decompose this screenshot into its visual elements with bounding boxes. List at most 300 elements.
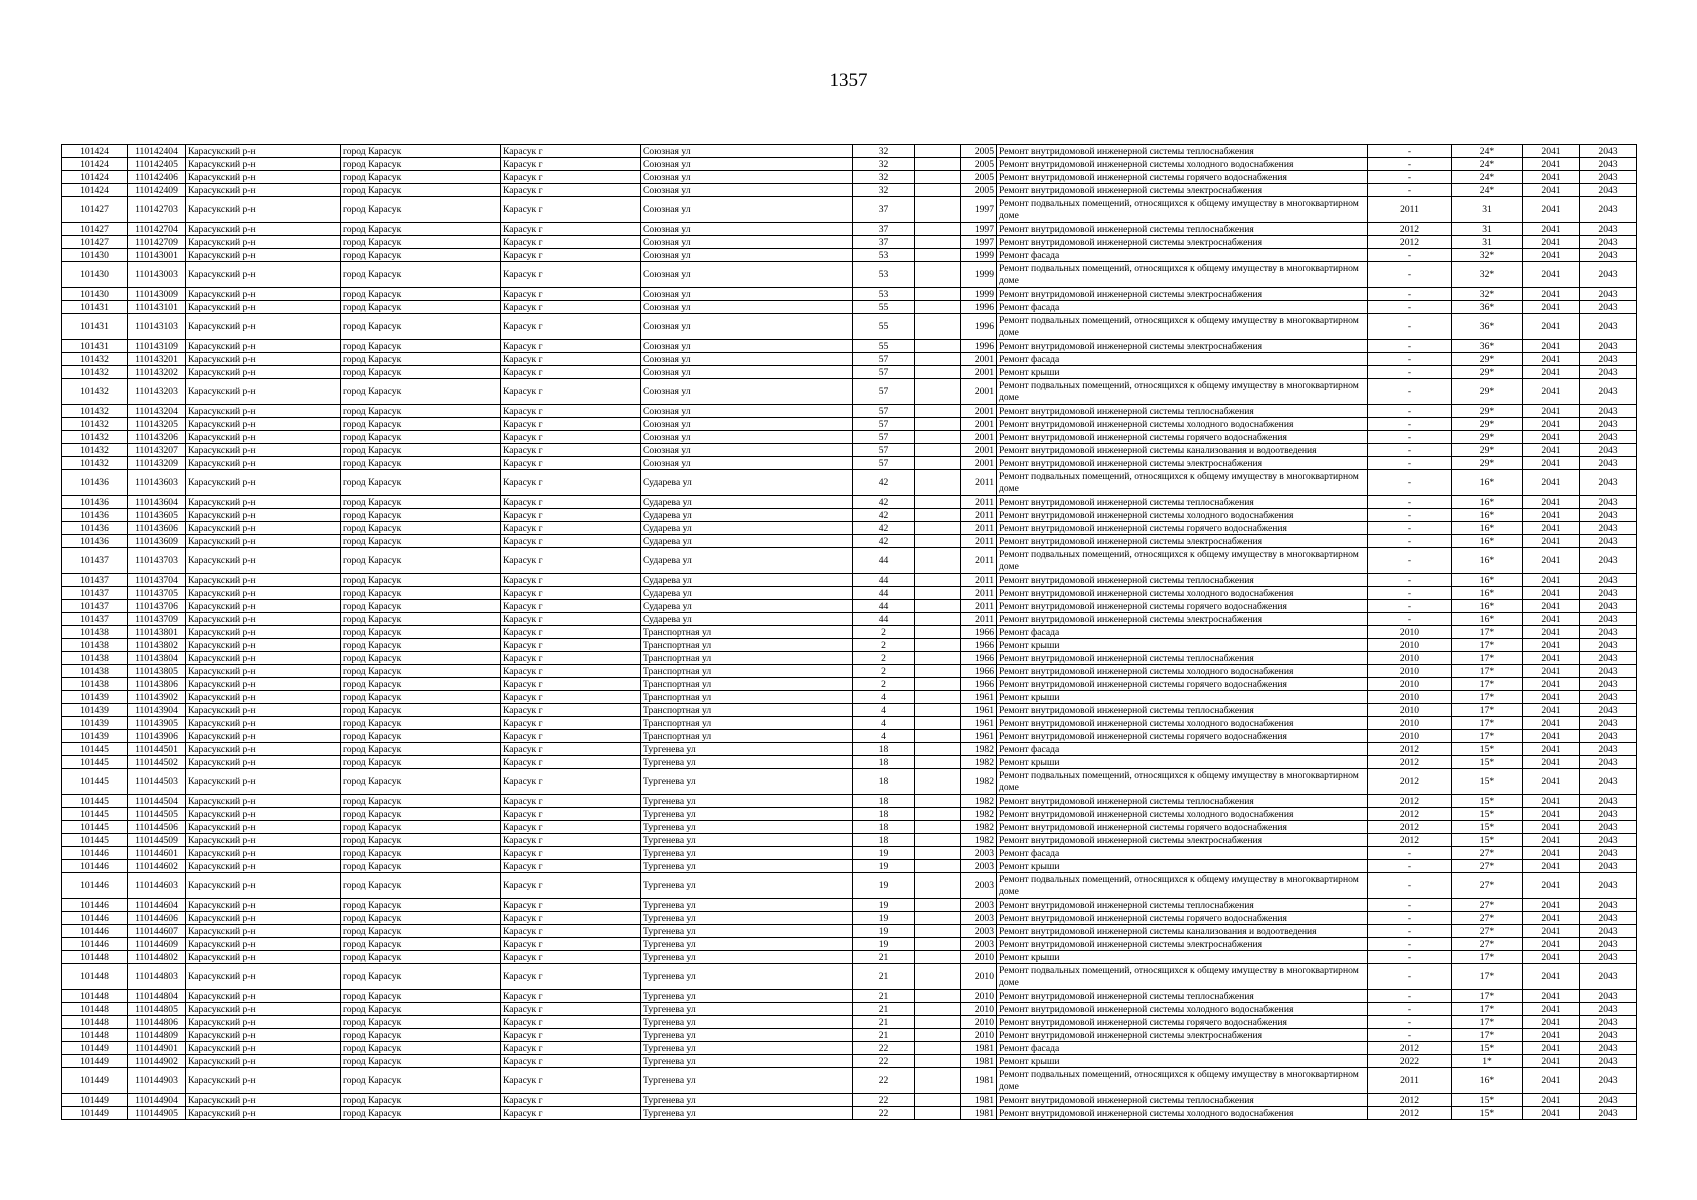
plan-start-cell: 2041 <box>1523 1003 1580 1016</box>
municipality-cell: город Карасук <box>341 1016 501 1029</box>
house-number-cell: 32 <box>853 184 915 197</box>
plan-end-cell: 2043 <box>1580 1042 1637 1055</box>
work-type-cell: Ремонт внутридомовой инженерной системы теплоснабжения <box>997 652 1368 665</box>
municipality-cell: город Карасук <box>341 431 501 444</box>
house-number-cell: 21 <box>853 1016 915 1029</box>
house-id-cell: 101436 <box>62 470 128 496</box>
wear-cell: 17* <box>1452 665 1523 678</box>
house-id-cell: 101448 <box>62 1016 128 1029</box>
building-cell <box>915 171 961 184</box>
table-row <box>62 418 1637 431</box>
table-row <box>62 145 1637 158</box>
house-number-cell: 44 <box>853 600 915 613</box>
plan-start-cell: 2041 <box>1523 301 1580 314</box>
build-year-cell: 2011 <box>961 522 997 535</box>
wear-cell: 17* <box>1452 652 1523 665</box>
last-repair-year-cell: - <box>1368 288 1452 301</box>
municipality-cell: город Карасук <box>341 756 501 769</box>
municipality-cell: город Карасук <box>341 717 501 730</box>
work-type-cell: Ремонт внутридомовой инженерной системы горячего водоснабжения <box>997 678 1368 691</box>
house-id-cell: 101446 <box>62 860 128 873</box>
build-year-cell: 2010 <box>961 964 997 990</box>
district-cell: Карасукский р-н <box>186 197 341 223</box>
house-number-cell: 18 <box>853 769 915 795</box>
building-cell <box>915 197 961 223</box>
building-cell <box>915 873 961 899</box>
table-row <box>62 262 1637 288</box>
work-type-cell: Ремонт внутридомовой инженерной системы холодного водоснабжения <box>997 665 1368 678</box>
locality-cell: Карасук г <box>501 1068 641 1094</box>
locality-cell: Карасук г <box>501 457 641 470</box>
last-repair-year-cell: - <box>1368 1003 1452 1016</box>
build-year-cell: 2010 <box>961 1003 997 1016</box>
plan-start-cell: 2041 <box>1523 600 1580 613</box>
plan-end-cell: 2043 <box>1580 496 1637 509</box>
last-repair-year-cell: - <box>1368 249 1452 262</box>
municipality-cell: город Карасук <box>341 1055 501 1068</box>
locality-cell: Карасук г <box>501 509 641 522</box>
house-id-cell: 101436 <box>62 509 128 522</box>
building-cell <box>915 678 961 691</box>
municipality-cell: город Карасук <box>341 1029 501 1042</box>
locality-cell: Карасук г <box>501 652 641 665</box>
plan-end-cell: 2043 <box>1580 444 1637 457</box>
element-code-cell: 110143603 <box>128 470 186 496</box>
municipality-cell: город Карасук <box>341 470 501 496</box>
plan-start-cell: 2041 <box>1523 665 1580 678</box>
plan-start-cell: 2041 <box>1523 470 1580 496</box>
building-cell <box>915 652 961 665</box>
wear-cell: 15* <box>1452 1107 1523 1120</box>
locality-cell: Карасук г <box>501 262 641 288</box>
house-number-cell: 2 <box>853 639 915 652</box>
street-cell: Тургенева ул <box>641 1055 853 1068</box>
house-id-cell: 101446 <box>62 847 128 860</box>
locality-cell: Карасук г <box>501 548 641 574</box>
table-row <box>62 184 1637 197</box>
wear-cell: 15* <box>1452 756 1523 769</box>
element-code-cell: 110143109 <box>128 340 186 353</box>
locality-cell: Карасук г <box>501 418 641 431</box>
work-type-cell: Ремонт внутридомовой инженерной системы электроснабжения <box>997 457 1368 470</box>
element-code-cell: 110142409 <box>128 184 186 197</box>
wear-cell: 16* <box>1452 535 1523 548</box>
element-code-cell: 110142704 <box>128 223 186 236</box>
locality-cell: Карасук г <box>501 158 641 171</box>
district-cell: Карасукский р-н <box>186 964 341 990</box>
plan-end-cell: 2043 <box>1580 704 1637 717</box>
element-code-cell: 110142406 <box>128 171 186 184</box>
street-cell: Союзная ул <box>641 236 853 249</box>
house-id-cell: 101445 <box>62 821 128 834</box>
locality-cell: Карасук г <box>501 678 641 691</box>
element-code-cell: 110143801 <box>128 626 186 639</box>
table-row <box>62 340 1637 353</box>
last-repair-year-cell: 2010 <box>1368 730 1452 743</box>
wear-cell: 27* <box>1452 899 1523 912</box>
wear-cell: 29* <box>1452 405 1523 418</box>
plan-end-cell: 2043 <box>1580 1094 1637 1107</box>
last-repair-year-cell: - <box>1368 379 1452 405</box>
building-cell <box>915 535 961 548</box>
building-cell <box>915 587 961 600</box>
locality-cell: Карасук г <box>501 535 641 548</box>
plan-end-cell: 2043 <box>1580 366 1637 379</box>
district-cell: Карасукский р-н <box>186 600 341 613</box>
municipality-cell: город Карасук <box>341 340 501 353</box>
plan-end-cell: 2043 <box>1580 808 1637 821</box>
street-cell: Тургенева ул <box>641 964 853 990</box>
house-number-cell: 22 <box>853 1055 915 1068</box>
plan-start-cell: 2041 <box>1523 496 1580 509</box>
house-number-cell: 2 <box>853 665 915 678</box>
house-number-cell: 19 <box>853 873 915 899</box>
district-cell: Карасукский р-н <box>186 587 341 600</box>
table-row <box>62 223 1637 236</box>
work-type-cell: Ремонт внутридомовой инженерной системы холодного водоснабжения <box>997 587 1368 600</box>
build-year-cell: 1996 <box>961 314 997 340</box>
building-cell <box>915 847 961 860</box>
house-id-cell: 101430 <box>62 262 128 288</box>
work-type-cell: Ремонт крыши <box>997 639 1368 652</box>
municipality-cell: город Карасук <box>341 834 501 847</box>
build-year-cell: 2003 <box>961 899 997 912</box>
street-cell: Транспортная ул <box>641 704 853 717</box>
element-code-cell: 110144905 <box>128 1107 186 1120</box>
wear-cell: 24* <box>1452 145 1523 158</box>
building-cell <box>915 769 961 795</box>
plan-start-cell: 2041 <box>1523 288 1580 301</box>
municipality-cell: город Карасук <box>341 730 501 743</box>
build-year-cell: 2001 <box>961 431 997 444</box>
build-year-cell: 1999 <box>961 249 997 262</box>
street-cell: Сударева ул <box>641 509 853 522</box>
wear-cell: 17* <box>1452 1016 1523 1029</box>
plan-start-cell: 2041 <box>1523 379 1580 405</box>
element-code-cell: 110143206 <box>128 431 186 444</box>
last-repair-year-cell: - <box>1368 145 1452 158</box>
plan-start-cell: 2041 <box>1523 535 1580 548</box>
street-cell: Тургенева ул <box>641 860 853 873</box>
last-repair-year-cell: - <box>1368 405 1452 418</box>
street-cell: Тургенева ул <box>641 925 853 938</box>
municipality-cell: город Карасук <box>341 1094 501 1107</box>
house-id-cell: 101438 <box>62 665 128 678</box>
plan-start-cell: 2041 <box>1523 704 1580 717</box>
plan-start-cell: 2041 <box>1523 795 1580 808</box>
wear-cell: 27* <box>1452 860 1523 873</box>
house-number-cell: 55 <box>853 340 915 353</box>
wear-cell: 29* <box>1452 379 1523 405</box>
element-code-cell: 110144501 <box>128 743 186 756</box>
build-year-cell: 1961 <box>961 704 997 717</box>
district-cell: Карасукский р-н <box>186 1016 341 1029</box>
house-number-cell: 22 <box>853 1042 915 1055</box>
building-cell <box>915 691 961 704</box>
street-cell: Тургенева ул <box>641 938 853 951</box>
element-code-cell: 110144902 <box>128 1055 186 1068</box>
house-id-cell: 101424 <box>62 158 128 171</box>
element-code-cell: 110143805 <box>128 665 186 678</box>
locality-cell: Карасук г <box>501 730 641 743</box>
wear-cell: 15* <box>1452 769 1523 795</box>
plan-start-cell: 2041 <box>1523 457 1580 470</box>
house-id-cell: 101438 <box>62 639 128 652</box>
building-cell <box>915 717 961 730</box>
district-cell: Карасукский р-н <box>186 236 341 249</box>
element-code-cell: 110143709 <box>128 613 186 626</box>
municipality-cell: город Карасук <box>341 990 501 1003</box>
plan-start-cell: 2041 <box>1523 587 1580 600</box>
table-row <box>62 171 1637 184</box>
element-code-cell: 110143804 <box>128 652 186 665</box>
street-cell: Союзная ул <box>641 249 853 262</box>
build-year-cell: 1996 <box>961 340 997 353</box>
last-repair-year-cell: - <box>1368 301 1452 314</box>
wear-cell: 16* <box>1452 522 1523 535</box>
table-row <box>62 431 1637 444</box>
plan-start-cell: 2041 <box>1523 626 1580 639</box>
last-repair-year-cell: - <box>1368 613 1452 626</box>
street-cell: Тургенева ул <box>641 873 853 899</box>
plan-end-cell: 2043 <box>1580 743 1637 756</box>
element-code-cell: 110143009 <box>128 288 186 301</box>
street-cell: Тургенева ул <box>641 899 853 912</box>
table-row <box>62 808 1637 821</box>
plan-end-cell: 2043 <box>1580 340 1637 353</box>
street-cell: Союзная ул <box>641 340 853 353</box>
building-cell <box>915 938 961 951</box>
plan-end-cell: 2043 <box>1580 145 1637 158</box>
build-year-cell: 1966 <box>961 652 997 665</box>
plan-end-cell: 2043 <box>1580 509 1637 522</box>
element-code-cell: 110143605 <box>128 509 186 522</box>
wear-cell: 16* <box>1452 496 1523 509</box>
wear-cell: 29* <box>1452 418 1523 431</box>
municipality-cell: город Карасук <box>341 444 501 457</box>
house-id-cell: 101432 <box>62 457 128 470</box>
house-id-cell: 101424 <box>62 171 128 184</box>
work-type-cell: Ремонт крыши <box>997 860 1368 873</box>
locality-cell: Карасук г <box>501 639 641 652</box>
last-repair-year-cell: - <box>1368 340 1452 353</box>
municipality-cell: город Карасук <box>341 587 501 600</box>
last-repair-year-cell: - <box>1368 171 1452 184</box>
build-year-cell: 1997 <box>961 197 997 223</box>
district-cell: Карасукский р-н <box>186 613 341 626</box>
plan-end-cell: 2043 <box>1580 314 1637 340</box>
work-type-cell: Ремонт внутридомовой инженерной системы теплоснабжения <box>997 574 1368 587</box>
table-row <box>62 652 1637 665</box>
work-type-cell: Ремонт внутридомовой инженерной системы электроснабжения <box>997 613 1368 626</box>
street-cell: Союзная ул <box>641 314 853 340</box>
municipality-cell: город Карасук <box>341 353 501 366</box>
house-number-cell: 37 <box>853 236 915 249</box>
table-row <box>62 821 1637 834</box>
house-number-cell: 42 <box>853 522 915 535</box>
street-cell: Сударева ул <box>641 587 853 600</box>
street-cell: Союзная ул <box>641 262 853 288</box>
wear-cell: 31 <box>1452 236 1523 249</box>
locality-cell: Карасук г <box>501 873 641 899</box>
build-year-cell: 2010 <box>961 1029 997 1042</box>
element-code-cell: 110144903 <box>128 1068 186 1094</box>
house-number-cell: 21 <box>853 964 915 990</box>
house-id-cell: 101437 <box>62 548 128 574</box>
plan-start-cell: 2041 <box>1523 197 1580 223</box>
capital-repair-table <box>61 144 1637 1120</box>
street-cell: Союзная ул <box>641 223 853 236</box>
plan-start-cell: 2041 <box>1523 249 1580 262</box>
district-cell: Карасукский р-н <box>186 678 341 691</box>
district-cell: Карасукский р-н <box>186 730 341 743</box>
plan-start-cell: 2041 <box>1523 769 1580 795</box>
plan-end-cell: 2043 <box>1580 756 1637 769</box>
building-cell <box>915 899 961 912</box>
locality-cell: Карасук г <box>501 691 641 704</box>
street-cell: Союзная ул <box>641 457 853 470</box>
element-code-cell: 110143606 <box>128 522 186 535</box>
element-code-cell: 110144506 <box>128 821 186 834</box>
street-cell: Транспортная ул <box>641 730 853 743</box>
plan-end-cell: 2043 <box>1580 821 1637 834</box>
house-number-cell: 2 <box>853 678 915 691</box>
house-number-cell: 18 <box>853 743 915 756</box>
wear-cell: 15* <box>1452 834 1523 847</box>
table-row <box>62 990 1637 1003</box>
plan-end-cell: 2043 <box>1580 925 1637 938</box>
table-body <box>62 145 1637 1120</box>
last-repair-year-cell: 2010 <box>1368 665 1452 678</box>
house-number-cell: 21 <box>853 1003 915 1016</box>
house-id-cell: 101438 <box>62 678 128 691</box>
building-cell <box>915 249 961 262</box>
district-cell: Карасукский р-н <box>186 249 341 262</box>
house-id-cell: 101438 <box>62 652 128 665</box>
work-type-cell: Ремонт внутридомовой инженерной системы холодного водоснабжения <box>997 418 1368 431</box>
work-type-cell: Ремонт фасада <box>997 847 1368 860</box>
district-cell: Карасукский р-н <box>186 873 341 899</box>
district-cell: Карасукский р-н <box>186 574 341 587</box>
district-cell: Карасукский р-н <box>186 691 341 704</box>
street-cell: Тургенева ул <box>641 1029 853 1042</box>
last-repair-year-cell: 2010 <box>1368 652 1452 665</box>
house-number-cell: 37 <box>853 223 915 236</box>
plan-start-cell: 2041 <box>1523 990 1580 1003</box>
street-cell: Союзная ул <box>641 405 853 418</box>
plan-start-cell: 2041 <box>1523 1107 1580 1120</box>
house-number-cell: 57 <box>853 418 915 431</box>
element-code-cell: 110143207 <box>128 444 186 457</box>
work-type-cell: Ремонт внутридомовой инженерной системы канализования и водоотведения <box>997 925 1368 938</box>
building-cell <box>915 314 961 340</box>
municipality-cell: город Карасук <box>341 704 501 717</box>
building-cell <box>915 912 961 925</box>
house-number-cell: 21 <box>853 1029 915 1042</box>
house-number-cell: 4 <box>853 730 915 743</box>
work-type-cell: Ремонт внутридомовой инженерной системы горячего водоснабжения <box>997 821 1368 834</box>
locality-cell: Карасук г <box>501 366 641 379</box>
work-type-cell: Ремонт внутридомовой инженерной системы холодного водоснабжения <box>997 1107 1368 1120</box>
street-cell: Союзная ул <box>641 366 853 379</box>
locality-cell: Карасук г <box>501 613 641 626</box>
building-cell <box>915 340 961 353</box>
build-year-cell: 2003 <box>961 925 997 938</box>
building-cell <box>915 379 961 405</box>
plan-start-cell: 2041 <box>1523 1094 1580 1107</box>
wear-cell: 17* <box>1452 704 1523 717</box>
building-cell <box>915 834 961 847</box>
locality-cell: Карасук г <box>501 379 641 405</box>
house-id-cell: 101445 <box>62 769 128 795</box>
work-type-cell: Ремонт внутридомовой инженерной системы электроснабжения <box>997 236 1368 249</box>
municipality-cell: город Карасук <box>341 301 501 314</box>
house-id-cell: 101436 <box>62 522 128 535</box>
building-cell <box>915 431 961 444</box>
house-id-cell: 101427 <box>62 236 128 249</box>
house-number-cell: 42 <box>853 496 915 509</box>
municipality-cell: город Карасук <box>341 509 501 522</box>
plan-end-cell: 2043 <box>1580 678 1637 691</box>
work-type-cell: Ремонт подвальных помещений, относящихся к общему имуществу в многоквартирном доме <box>997 548 1368 574</box>
last-repair-year-cell: 2022 <box>1368 1055 1452 1068</box>
last-repair-year-cell: 2012 <box>1368 223 1452 236</box>
locality-cell: Карасук г <box>501 951 641 964</box>
house-number-cell: 57 <box>853 353 915 366</box>
locality-cell: Карасук г <box>501 1107 641 1120</box>
house-id-cell: 101445 <box>62 808 128 821</box>
house-id-cell: 101432 <box>62 405 128 418</box>
municipality-cell: город Карасук <box>341 262 501 288</box>
house-number-cell: 2 <box>853 626 915 639</box>
district-cell: Карасукский р-н <box>186 340 341 353</box>
wear-cell: 36* <box>1452 314 1523 340</box>
district-cell: Карасукский р-н <box>186 314 341 340</box>
municipality-cell: город Карасук <box>341 925 501 938</box>
last-repair-year-cell: - <box>1368 366 1452 379</box>
house-number-cell: 42 <box>853 535 915 548</box>
plan-start-cell: 2041 <box>1523 509 1580 522</box>
street-cell: Транспортная ул <box>641 678 853 691</box>
building-cell <box>915 184 961 197</box>
last-repair-year-cell: - <box>1368 860 1452 873</box>
work-type-cell: Ремонт подвальных помещений, относящихся к общему имуществу в многоквартирном доме <box>997 1068 1368 1094</box>
last-repair-year-cell: 2012 <box>1368 236 1452 249</box>
district-cell: Карасукский р-н <box>186 717 341 730</box>
municipality-cell: город Карасук <box>341 184 501 197</box>
build-year-cell: 1961 <box>961 717 997 730</box>
locality-cell: Карасук г <box>501 626 641 639</box>
plan-start-cell: 2041 <box>1523 717 1580 730</box>
district-cell: Карасукский р-н <box>186 1107 341 1120</box>
house-number-cell: 21 <box>853 990 915 1003</box>
plan-end-cell: 2043 <box>1580 457 1637 470</box>
build-year-cell: 2010 <box>961 951 997 964</box>
work-type-cell: Ремонт подвальных помещений, относящихся к общему имуществу в многоквартирном доме <box>997 873 1368 899</box>
build-year-cell: 1966 <box>961 678 997 691</box>
plan-start-cell: 2041 <box>1523 899 1580 912</box>
plan-start-cell: 2041 <box>1523 1055 1580 1068</box>
municipality-cell: город Карасук <box>341 769 501 795</box>
locality-cell: Карасук г <box>501 912 641 925</box>
building-cell <box>915 990 961 1003</box>
plan-end-cell: 2043 <box>1580 1029 1637 1042</box>
wear-cell: 17* <box>1452 964 1523 990</box>
house-number-cell: 18 <box>853 756 915 769</box>
street-cell: Союзная ул <box>641 145 853 158</box>
table-row <box>62 535 1637 548</box>
locality-cell: Карасук г <box>501 1016 641 1029</box>
